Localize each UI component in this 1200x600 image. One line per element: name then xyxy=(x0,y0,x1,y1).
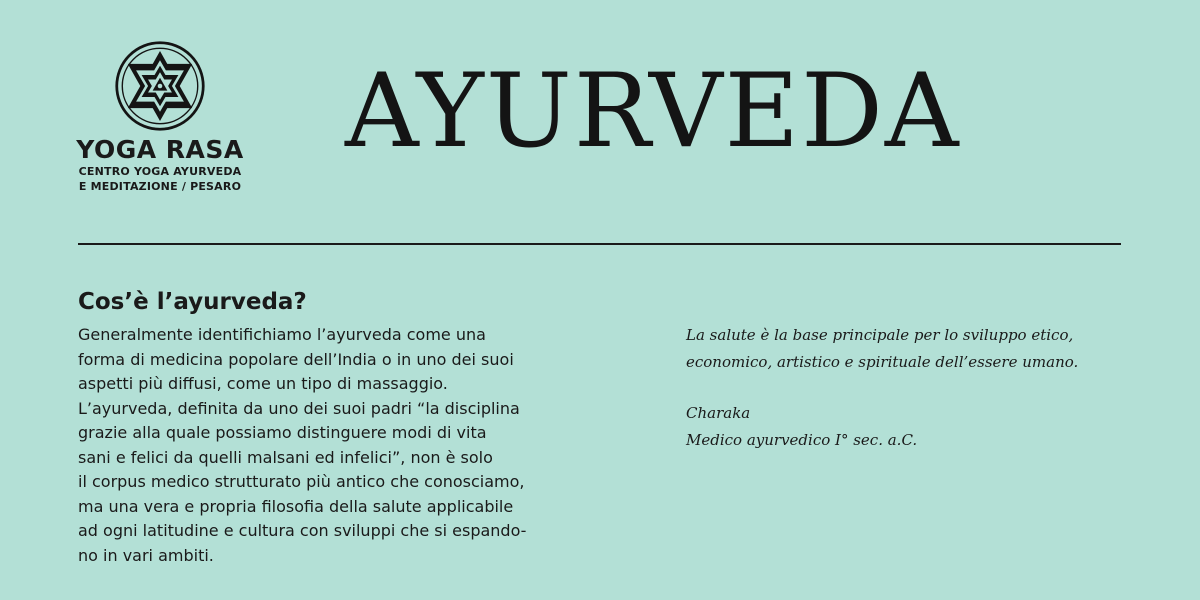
quote-line: economico, artistico e spirituale dell’essere umano. xyxy=(686,353,1079,371)
body-line: il corpus medico strutturato più antico che conosciamo, xyxy=(78,472,525,491)
page-title: AYURVEDA xyxy=(345,52,961,171)
body-line: grazie alla quale possiamo distinguere modi di vita xyxy=(78,423,487,442)
quote-author: Charaka xyxy=(686,404,751,422)
body-line: L’ayurveda, definita da uno dei suoi padri “la disciplina xyxy=(78,398,520,418)
body-line: ma una vera e propria filosofia della salute applicabile xyxy=(78,496,514,516)
body-line: forma di medicina popolare dell’India o in uno dei suoi xyxy=(78,349,514,369)
logo xyxy=(70,40,250,194)
quote-line: La salute è la base principale per lo sviluppo etico, xyxy=(686,326,1074,344)
body-line: aspetti più diffusi, come un tipo di massaggio. xyxy=(78,374,448,393)
logo-name: YOGA RASA xyxy=(76,135,244,164)
quote-attribution xyxy=(686,400,917,454)
quote-author-role: Medico ayurvedico I° sec. a.C. xyxy=(686,431,918,449)
body-line: Generalmente identifichiamo l’ayurveda come una xyxy=(78,325,486,344)
body-line: ad ogni latitudine e cultura con sviluppi che si espando- xyxy=(78,521,527,540)
body-line: no in vari ambiti. xyxy=(78,545,214,565)
logo-subtitle-line2: E MEDITAZIONE / PESARO xyxy=(78,180,242,193)
sri-yantra-icon xyxy=(114,40,206,132)
logo-subtitle-line1: CENTRO YOGA AYURVEDA xyxy=(78,165,242,178)
body-line: sani e felici da quelli malsani ed infelici”, non è solo xyxy=(78,447,493,467)
section-heading: Cos’è l’ayurveda? xyxy=(78,289,307,315)
divider xyxy=(78,243,1121,245)
body-text xyxy=(78,323,598,568)
quote xyxy=(686,322,1146,376)
